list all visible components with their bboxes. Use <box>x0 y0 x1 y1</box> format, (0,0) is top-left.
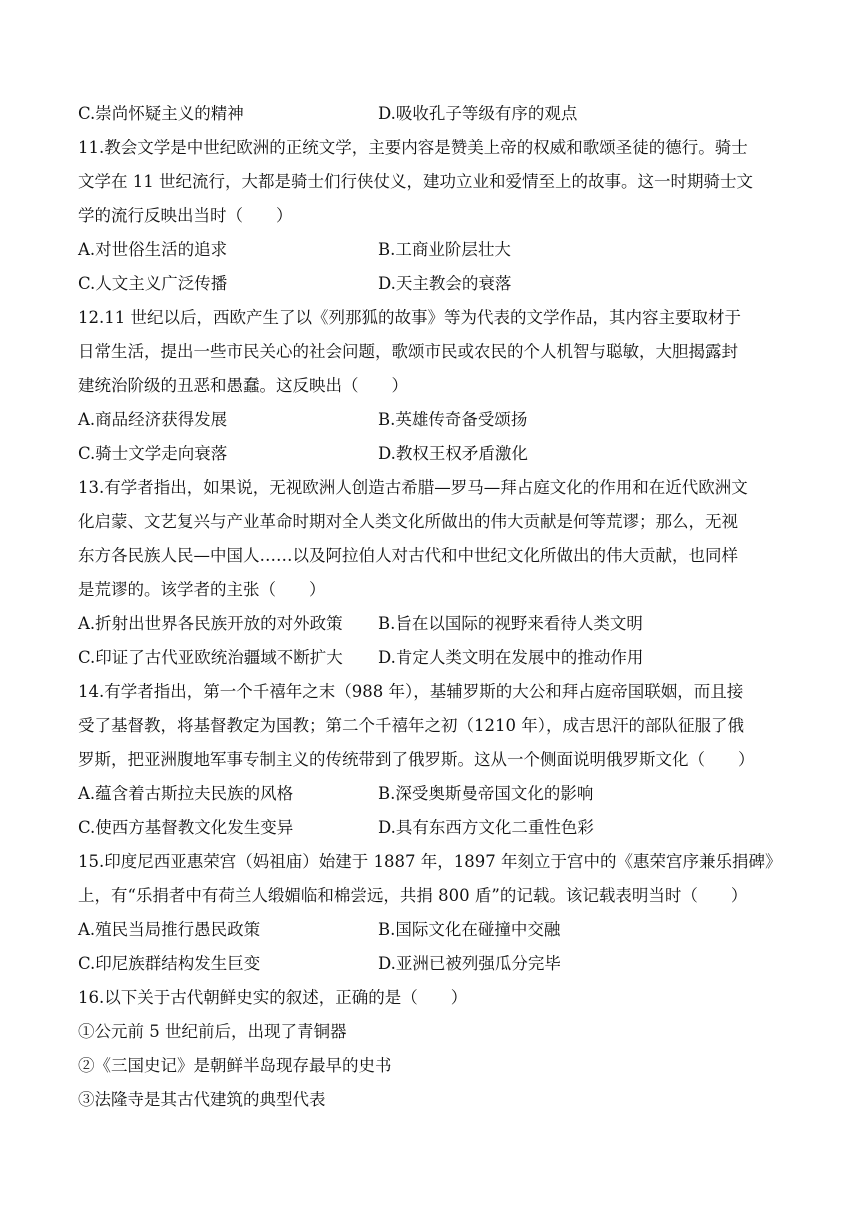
q15-stem-line-2: 上，有“乐捐者中有荷兰人缎媚临和棉尝远，共捐 800 盾”的记载。该记载表明当时（ ） <box>78 886 748 905</box>
q13-option-d: D.肯定人类文明在发展中的推动作用 <box>378 648 644 667</box>
q10-option-c: C.崇尚怀疑主义的精神 <box>78 104 244 123</box>
q15-option-c: C.印尼族群结构发生巨变 <box>78 954 261 973</box>
q14-stem-line-2: 受了基督教，将基督教定为国教；第二个千禧年之初（1210 年），成吉思汗的部队征服了俄 <box>78 716 744 735</box>
q11-option-d: D.天主教会的衰落 <box>378 274 512 293</box>
q11-option-b: B.工商业阶层壮大 <box>378 240 511 259</box>
q16-item-1: ①公元前 5 世纪前后，出现了青铜器 <box>78 1022 347 1041</box>
q10-option-d: D.吸收孔子等级有序的观点 <box>378 104 578 123</box>
q15-option-d: D.亚洲已被列强瓜分完毕 <box>378 954 561 973</box>
q14-option-c: C.使西方基督教文化发生变异 <box>78 818 294 837</box>
q15-option-a: A.殖民当局推行愚民政策 <box>78 920 261 939</box>
q15-options-row-1 <box>78 913 800 947</box>
q14-option-d: D.具有东西方文化二重性色彩 <box>378 818 594 837</box>
q14-stem-line-3: 罗斯，把亚洲腹地军事专制主义的传统带到了俄罗斯。这从一个侧面说明俄罗斯文化（ ） <box>78 750 755 769</box>
q14-option-b: B.深受奥斯曼帝国文化的影响 <box>378 784 594 803</box>
question-14 <box>78 675 800 845</box>
q13-option-c: C.印证了古代亚欧统治疆域不断扩大 <box>78 648 343 667</box>
q11-stem-line-3: 学的流行反映出当时（ ） <box>78 206 293 225</box>
question-11 <box>78 131 800 301</box>
q12-option-c: C.骑士文学走向衰落 <box>78 444 228 463</box>
q16-item-3: ③法隆寺是其古代建筑的典型代表 <box>78 1090 326 1109</box>
question-15 <box>78 845 800 981</box>
q13-options-row-2 <box>78 641 800 675</box>
q13-stem-line-1: 13.有学者指出，如果说，无视欧洲人创造古希腊—罗马—拜占庭文化的作用和在近代欧洲文 <box>78 478 748 497</box>
q13-option-a: A.折射出世界各民族开放的对外政策 <box>78 614 343 633</box>
q15-options-row-2 <box>78 947 800 981</box>
q12-options-row-1 <box>78 403 800 437</box>
q12-option-b: B.英雄传奇备受颂扬 <box>378 410 528 429</box>
question-12 <box>78 301 800 471</box>
q10-options-row-2 <box>78 97 800 131</box>
q14-options-row-2 <box>78 811 800 845</box>
q12-option-d: D.教权王权矛盾激化 <box>378 444 528 463</box>
q12-stem-line-1: 12.11 世纪以后，西欧产生了以《列那狐的故事》等为代表的文学作品，其内容主要取材于 <box>78 308 741 327</box>
q14-option-a: A.蕴含着古斯拉夫民族的风格 <box>78 784 294 803</box>
q15-stem-line-1: 15.印度尼西亚惠荣宫（妈祖庙）始建于 1887 年，1897 年刻立于宫中的《惠荣宫序兼乐捐碑》 <box>78 852 782 871</box>
q11-options-row-1 <box>78 233 800 267</box>
q14-options-row-1 <box>78 777 800 811</box>
question-16 <box>78 981 800 1117</box>
q11-options-row-2 <box>78 267 800 301</box>
q16-stem-line-1: 16.以下关于古代朝鲜史实的叙述，正确的是（ ） <box>78 988 468 1007</box>
q12-stem-line-3: 建统治阶级的丑恶和愚蠢。这反映出（ ） <box>78 376 408 395</box>
q11-stem-line-1: 11.教会文学是中世纪欧洲的正统文学，主要内容是赞美上帝的权威和歌颂圣徒的德行。骑士 <box>78 138 748 157</box>
question-13 <box>78 471 800 675</box>
q13-stem-line-3: 东方各民族人民—中国人……以及阿拉伯人对古代和中世纪文化所做出的伟大贡献，也同样 <box>78 546 738 565</box>
q16-item-2: ②《三国史记》是朝鲜半岛现存最早的史书 <box>78 1056 392 1075</box>
q11-option-a: A.对世俗生活的追求 <box>78 240 228 259</box>
q11-option-c: C.人文主义广泛传播 <box>78 274 228 293</box>
q15-option-b: B.国际文化在碰撞中交融 <box>378 920 561 939</box>
q13-options-row-1 <box>78 607 800 641</box>
exam-page <box>78 97 800 1117</box>
q12-option-a: A.商品经济获得发展 <box>78 410 228 429</box>
q12-stem-line-2: 日常生活，提出一些市民关心的社会问题，歌颂市民或农民的个人机智与聪敏，大胆揭露封 <box>78 342 738 361</box>
q13-option-b: B.旨在以国际的视野来看待人类文明 <box>378 614 643 633</box>
q13-stem-line-4: 是荒谬的。该学者的主张（ ） <box>78 580 326 599</box>
q12-options-row-2 <box>78 437 800 471</box>
q14-stem-line-1: 14.有学者指出，第一个千禧年之末（988 年），基辅罗斯的大公和拜占庭帝国联姻，而且接 <box>78 682 744 701</box>
q11-stem-line-2: 文学在 11 世纪流行，大都是骑士们行侠仗义，建功立业和爱情至上的故事。这一时期骑士文 <box>78 172 753 191</box>
q13-stem-line-2: 化启蒙、文艺复兴与产业革命时期对全人类文化所做出的伟大贡献是何等荒谬；那么，无视 <box>78 512 738 531</box>
